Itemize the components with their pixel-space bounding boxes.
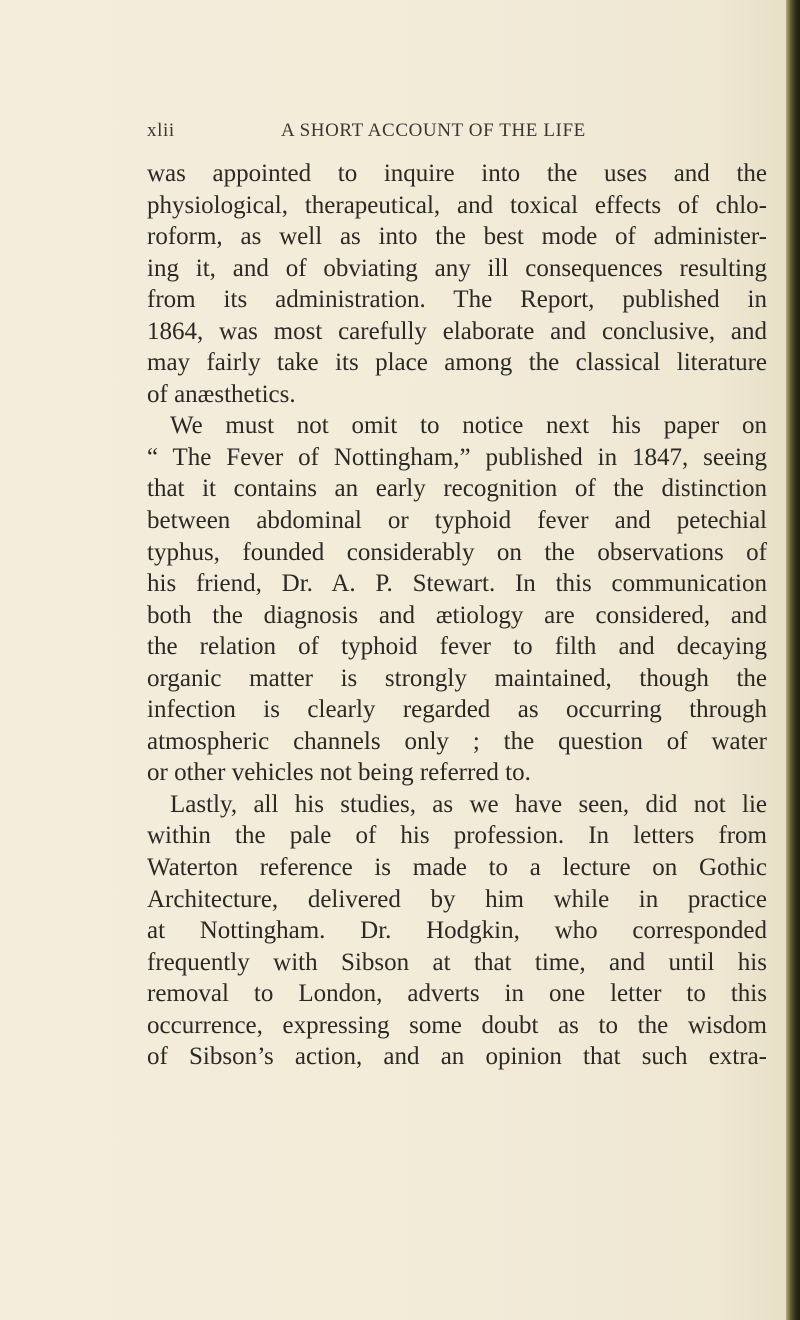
text-line: of anæsthetics. <box>147 380 296 408</box>
text-line: removal to London, adverts in one letter to this <box>147 980 767 1008</box>
text-line: his friend, Dr. A. P. Stewart. In this communication <box>147 570 767 598</box>
page-number: xlii <box>147 120 175 141</box>
body-text <box>147 158 767 1073</box>
text-line: may fairly take its place among the classical literature <box>147 349 767 377</box>
text-line: at Nottingham. Dr. Hodgkin, who corresponded <box>147 917 767 945</box>
text-line: physiological, therapeutical, and toxical effects of chlo- <box>147 191 767 219</box>
page-header <box>147 120 727 150</box>
text-line: from its administration. The Report, published in <box>147 286 767 314</box>
text-line: occurrence, expressing some doubt as to the wisdom <box>147 1011 767 1039</box>
text-line: typhus, founded considerably on the observations of <box>147 538 767 566</box>
text-line: We must not omit to notice next his paper on <box>170 412 767 440</box>
running-head: A SHORT ACCOUNT OF THE LIFE <box>281 120 586 141</box>
text-line: organic matter is strongly maintained, though the <box>147 664 767 692</box>
text-line: or other vehicles not being referred to. <box>147 759 531 787</box>
text-line: that it contains an early recognition of the distinction <box>147 475 767 503</box>
text-line: atmospheric channels only ; the question of water <box>147 727 767 755</box>
text-line: of Sibson’s action, and an opinion that such extra- <box>147 1043 767 1071</box>
text-line: within the pale of his profession. In letters from <box>147 822 767 850</box>
text-line: Waterton reference is made to a lecture on Gothic <box>147 854 767 882</box>
text-line: infection is clearly regarded as occurring through <box>147 696 767 724</box>
text-line: Lastly, all his studies, as we have seen, did not lie <box>170 790 767 818</box>
text-line: “ The Fever of Nottingham,” published in 1847, seeing <box>147 443 767 471</box>
text-line: ing it, and of obviating any ill consequences resulting <box>147 254 767 282</box>
text-line: was appointed to inquire into the uses and the <box>147 160 767 187</box>
text-line: between abdominal or typhoid fever and petechial <box>147 507 767 535</box>
text-line: roform, as well as into the best mode of administer- <box>147 223 767 251</box>
text-line: 1864, was most carefully elaborate and conclusive, and <box>147 317 767 345</box>
text-line: the relation of typhoid fever to filth and decaying <box>147 633 767 661</box>
text-line: Architecture, delivered by him while in practice <box>147 885 767 913</box>
text-line: frequently with Sibson at that time, and until his <box>147 948 767 976</box>
text-line: both the diagnosis and ætiology are considered, and <box>147 601 767 629</box>
binding-edge <box>786 0 800 1320</box>
